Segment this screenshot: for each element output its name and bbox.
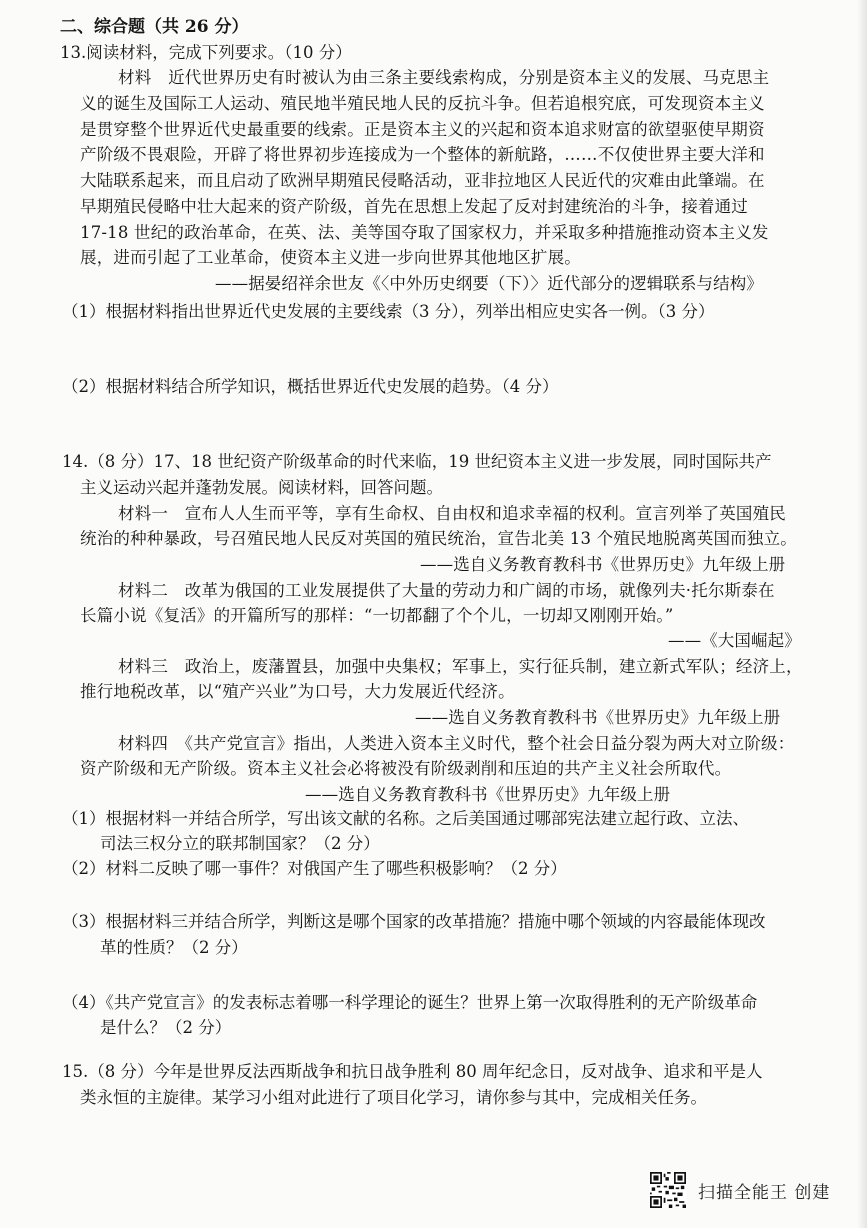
q13-material-line: 材料 近代世界历史有时被认为由三条主要线索构成，分别是资本主义的发展、马克思主 [118,68,770,87]
section-title: 二、综合题（共 26 分） [60,17,249,37]
q13-source: ——据晏绍祥余世友《〈中外历史纲要（下）〉近代部分的逻辑联系与结构》 [215,274,763,293]
scanner-watermark [650,1170,830,1210]
q14-stem-line: 14.（8 分）17、18 世纪资产阶级革命的时代来临，19 世纪资本主义进一步发展，同时国际共产 [62,452,772,471]
q14-material-3-line: 推行地税改革，以“殖产兴业”为口号，大力发展近代经济。 [80,682,515,701]
q13-material-line: 义的诞生及国际工人运动、殖民地半殖民地人民的反抗斗争。但若追根究底，可发现资本主义 [80,94,765,113]
q14-subquestion-2: （2）材料二反映了哪一事件？对俄国产生了哪些积极影响？（2 分） [62,859,567,878]
scan-edge-shadow [857,0,867,1228]
q14-material-4-line: 材料四 《共产党宣言》指出，人类进入资本主义时代，整个社会日益分裂为两大对立阶级： [118,734,795,753]
q14-material-2-source: ——《大国崛起》 [668,631,801,650]
q14-material-4-line: 资产阶级和无产阶级。资本主义社会必将被没有阶级剥削和压迫的共产主义社会所取代。 [80,759,732,778]
q14-stem-line: 主义运动兴起并蓬勃发展。阅读材料，回答问题。 [80,478,443,497]
watermark-text: 扫描全能王 创建 [698,1182,831,1203]
q14-material-3-line: 材料三 政治上，废藩置县，加强中央集权；军事上，实行征兵制，建立新式军队；经济上， [118,657,803,676]
q14-subquestion-3-line: 革的性质？（2 分） [100,938,248,957]
q14-material-1-line: 材料一 宣布人人生而平等，享有生命权、自由权和追求幸福的权利。宣言列举了英国殖民 [118,504,786,523]
q14-material-1-line: 统治的种种暴政，号召殖民地人民反对英国的殖民统治，宣告北美 13 个殖民地脱离英国而独立。 [80,529,797,548]
q13-subquestion-1: （1）根据材料指出世界近代史发展的主要线索（3 分），列举出相应史实各一例。（3 分） [62,302,715,321]
q14-material-4-source: ——选自义务教育教科书《世界历史》九年级上册 [305,785,671,804]
q13-material-line: 大陆联系起来，而且启动了欧洲早期殖民侵略活动，亚非拉地区人民近代的灾难由此肇端。在 [80,171,765,190]
q15-stem-line: 类永恒的主旋律。某学习小组对此进行了项目化学习，请你参与其中，完成相关任务。 [80,1088,707,1107]
q14-subquestion-1-line: 司法三权分立的联邦制国家？（2 分） [100,834,380,853]
q14-material-2-line: 长篇小说《复活》的开篇所写的那样：“一切都翻了个个儿，一切却又刚刚开始。” [80,606,674,625]
q14-subquestion-3-line: （3）根据材料三并结合所学，判断这是哪个国家的改革措施？措施中哪个领域的内容最能体现改 [62,912,766,931]
q13-material-line: 展，进而引起了工业革命，使资本主义进一步向世界其他地区扩展。 [80,248,581,267]
q14-material-2-line: 材料二 改革为俄国的工业发展提供了大量的劳动力和广阔的市场，就像列夫·托尔斯泰在 [118,581,775,600]
q13-material-line: 是贯穿整个世界近代史最重要的线索。正是资本主义的兴起和资本追求财富的欲望驱使早期资 [80,120,765,139]
q13-subquestion-2: （2）根据材料结合所学知识，概括世界近代史发展的趋势。（4 分） [62,377,559,396]
q14-subquestion-4-line: 是什么？（2 分） [100,1018,232,1037]
q14-material-1-source: ——选自义务教育教科书《世界历史》九年级上册 [420,555,786,574]
q15-stem-line: 15.（8 分）今年是世界反法西斯战争和抗日战争胜利 80 周年纪念日，反对战争、追求和平是人 [62,1062,763,1081]
q14-subquestion-4-line: （4）《共产党宣言》的发表标志着哪一科学理论的诞生？世界上第一次取得胜利的无产阶级革命 [62,993,758,1012]
q13-material-line: 早期殖民侵略中壮大起来的资产阶级，首先在思想上发起了反对封建统治的斗争，接着通过 [80,197,748,216]
q14-subquestion-1-line: （1）根据材料一并结合所学，写出该文献的名称。之后美国通过哪部宪法建立起行政、立法、 [62,809,749,828]
q14-material-3-source: ——选自义务教育教科书《世界历史》九年级上册 [415,708,781,727]
q13-material-line: 17-18 世纪的政治革命，在英、法、美等国夺取了国家权力，并采取多种措施推动资本主义发 [80,223,769,242]
q13-stem: 13.阅读材料，完成下列要求。（10 分） [60,43,352,62]
q13-material-line: 产阶级不畏艰险，开辟了将世界初步连接成为一个整体的新航路，……不仅使世界主要大洋和 [80,145,765,164]
qr-code-icon [650,1172,686,1208]
